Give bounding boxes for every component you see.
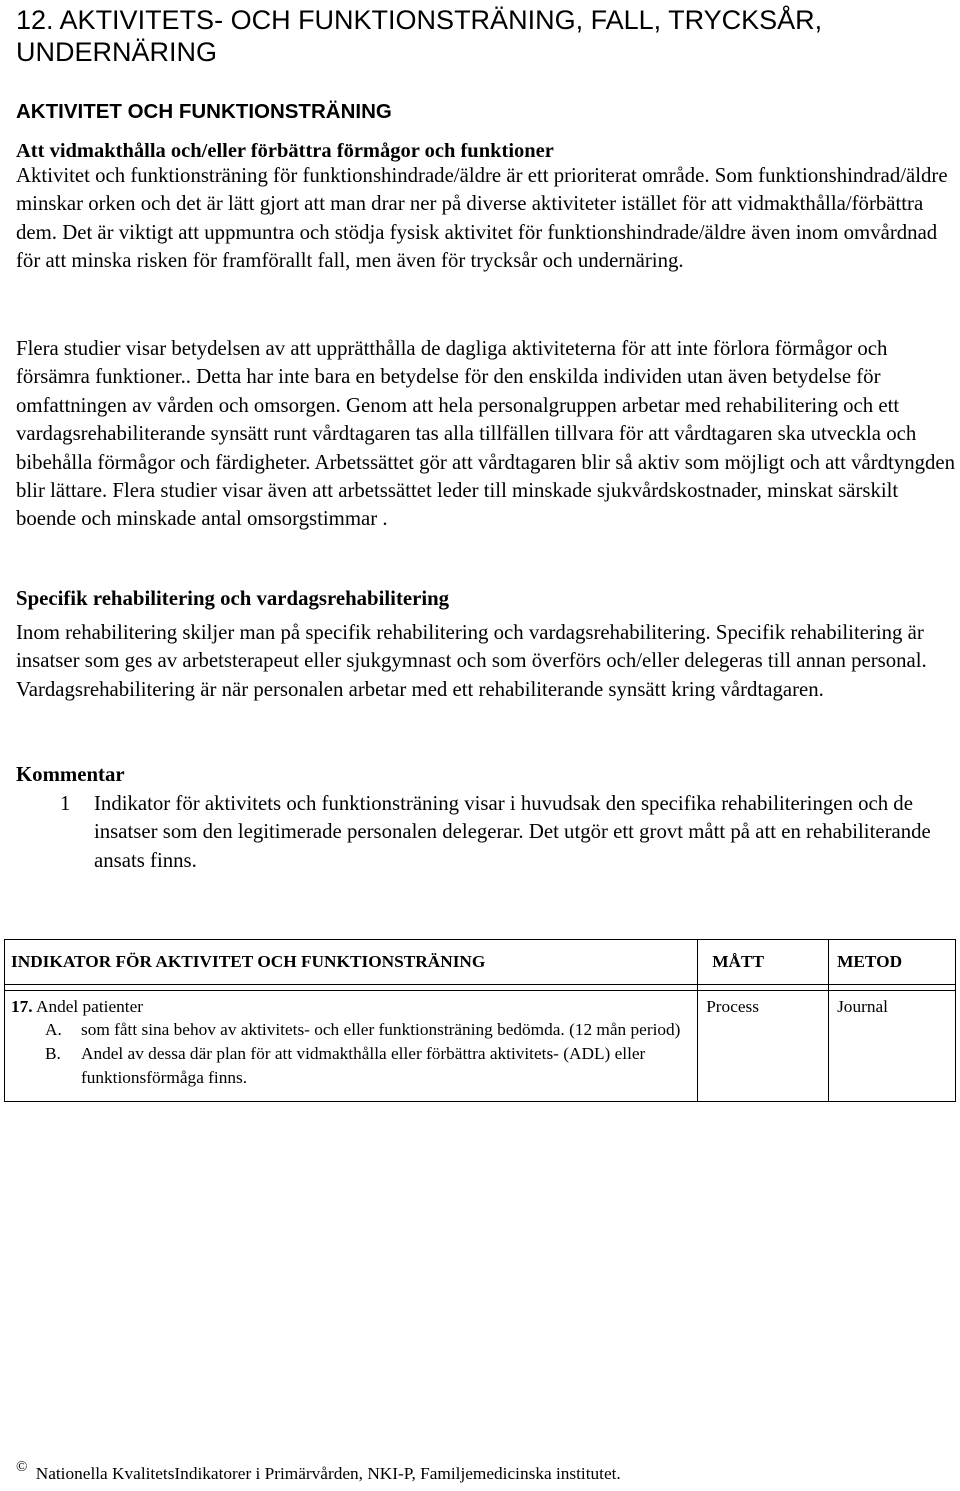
- indicator-title: [5, 991, 697, 1018]
- indicator-table: [4, 939, 956, 1102]
- item-marker: A.: [45, 1020, 62, 1039]
- method-cell: Journal: [829, 991, 956, 1102]
- item-text: som fått sina behov av aktivitets- och eller funktionsträning bedömda. (12 mån period): [81, 1020, 681, 1039]
- studies-paragraph: Flera studier visar betydelsen av att upprätthålla de dagliga aktiviteterna för att inte förlora förmågor och försämra funktioner.. Detta har inte bara en betydelse för den enskilda individen utan även betydelse för omfattningen av vården och omsorgen. Genom att hela personalgruppen arbetar med rehabilitering och ett vardagsrehabiliterande synsätt runt vårdtagaren tas alla tillfällen tillvara för att vårdtagaren ska utveckla och bibehålla förmågor och färdigheter. Arbetssättet gör att vårdtagaren blir så aktiv som möjligt och att vårdtyngden blir lättare. Flera studier visar även att arbetssättet leder till minskade sjukvårdskostnader, minskat särskilt boende och minskade antal omsorgstimmar .: [16, 337, 956, 531]
- header-measure: MÅTT: [698, 940, 829, 985]
- item-text: Andel av dessa där plan för att vidmakthålla eller förbättra aktivitets- (ADL) eller funktionsförmåga finns.: [81, 1044, 646, 1087]
- intro-paragraph: Aktivitet och funktionsträning för funktionshindrade/äldre är ett prioriterat område. Som funktionshindrad/äldre minskar orken och det är lätt gjort att man drar ner på diverse aktiviteter istället för att vidmakthålla/förbättra dem. Det är viktigt att uppmuntra och stödja fysisk aktivitet för funktionshindrade/äldre även inom omvårdnad för att minska risken för framförallt fall, men även för trycksår och undernäring.: [16, 164, 948, 273]
- footer: [16, 1459, 621, 1486]
- comment-heading: Kommentar: [16, 763, 125, 786]
- indicator-cell: [5, 991, 698, 1102]
- rehab-heading: Specifik rehabilitering och vardagsrehabilitering: [16, 587, 450, 610]
- list-item: [45, 1042, 697, 1090]
- header-indicator: INDIKATOR FÖR AKTIVITET OCH FUNKTIONSTRÄNING: [5, 940, 698, 985]
- comment-number: 1: [60, 792, 71, 815]
- rehab-paragraph: Inom rehabilitering skiljer man på specifik rehabilitering och vardagsrehabilitering. Specifik rehabilitering är insatser som ges av arbetsterapeut eller sjukgymnast och som överförs och/eller delegeras till annan personal. Vardagsrehabilitering är när personalen arbetar med ett rehabiliterande synsätt kring vårdtagaren.: [16, 621, 927, 701]
- indicator-title-text: Andel patienter: [35, 997, 143, 1016]
- comment-text: Indikator för aktivitets och funktionsträning visar i huvudsak den specifika rehabiliteringen och de insatser som den legitimerade personalen delegerar. Det utgör ett grovt mått på att en rehabiliterande ansats finns.: [94, 792, 931, 872]
- indicator-number: 17.: [11, 997, 33, 1016]
- comment-item: [60, 790, 950, 875]
- table-header-row: [5, 940, 956, 985]
- measure-cell: Process: [698, 991, 829, 1102]
- table-row: [5, 991, 956, 1102]
- section-title: AKTIVITET OCH FUNKTIONSTRÄNING: [16, 100, 392, 123]
- copyright-icon: ©: [16, 1459, 28, 1475]
- item-marker: B.: [45, 1044, 61, 1063]
- chapter-title: 12. AKTIVITETS- OCH FUNKTIONSTRÄNING, FALL, TRYCKSÅR, UNDERNÄRING: [16, 5, 823, 67]
- footer-text: Nationella KvalitetsIndikatorer i Primärvården, NKI-P, Familjemedicinska institutet.: [35, 1464, 621, 1483]
- subheading: Att vidmakthålla och/eller förbättra förmågor och funktioner: [16, 140, 554, 162]
- header-method: METOD: [829, 940, 956, 985]
- list-item: [45, 1018, 697, 1042]
- indicator-items: [5, 1018, 697, 1090]
